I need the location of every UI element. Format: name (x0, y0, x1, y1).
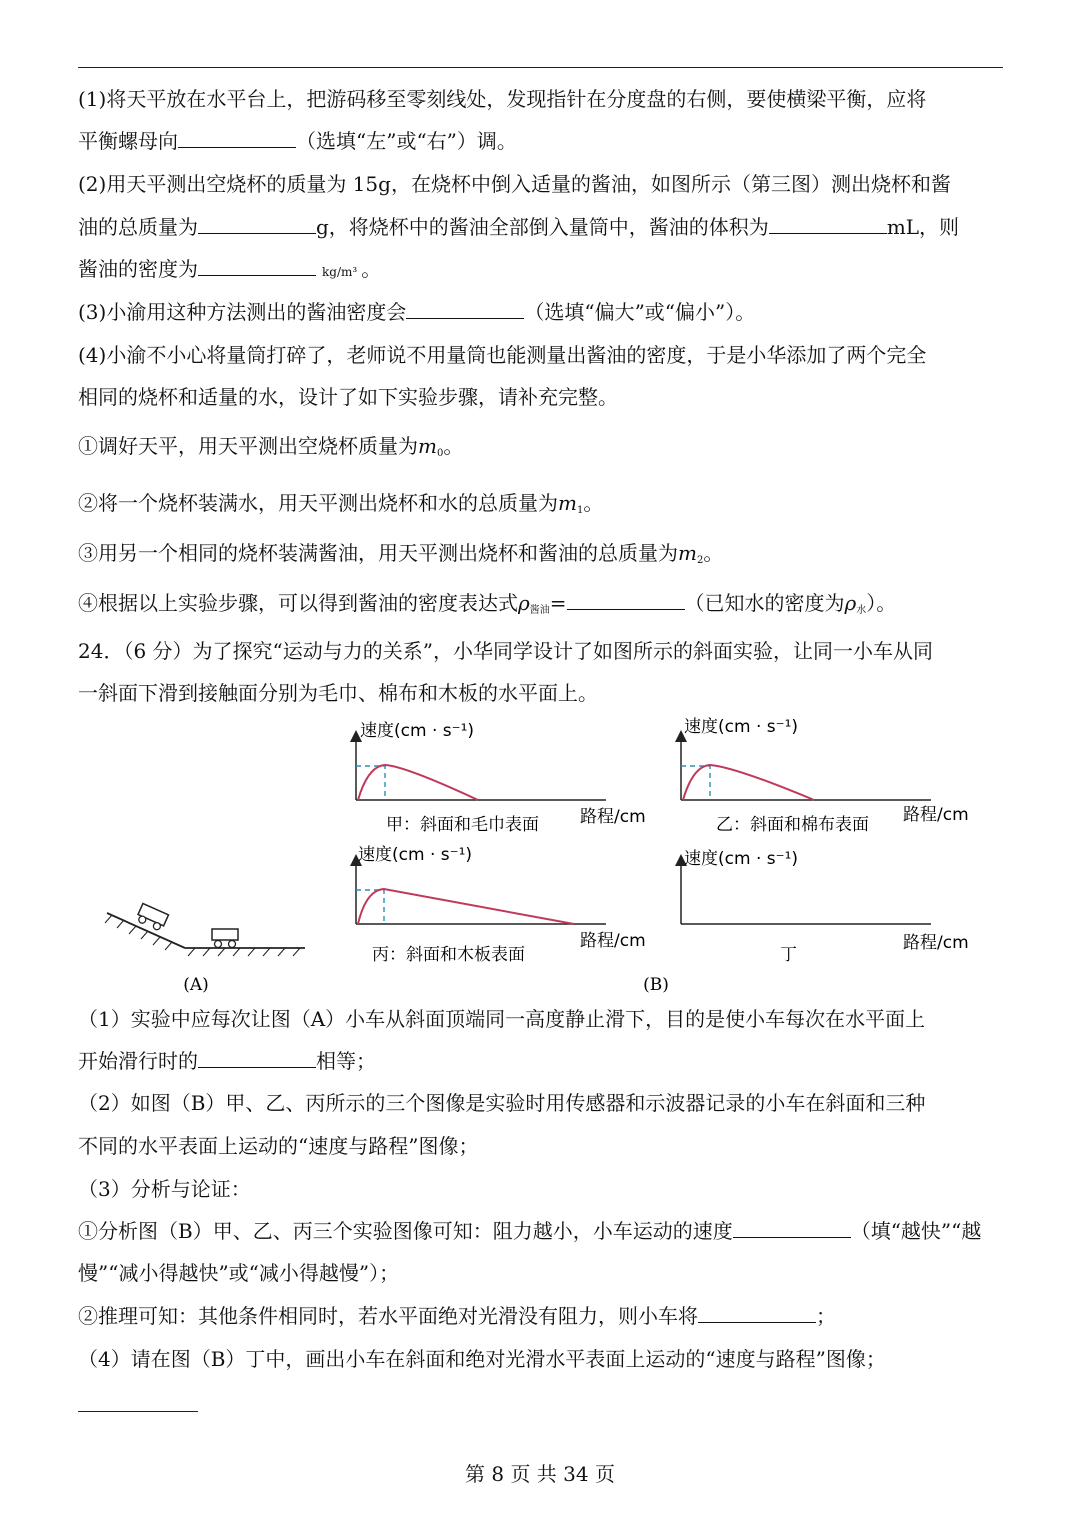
part3-a-line1: ①分析图（B）甲、乙、丙三个实验图像可知：阻力越小，小车运动的速度 （填“越快”“越 (78, 1219, 982, 1243)
y-axis-label: 速度(cm · s⁻¹) (684, 717, 799, 737)
footnote-rule (78, 1411, 198, 1412)
answer-blank[interactable] (198, 1047, 316, 1068)
top-rule (78, 67, 1003, 68)
q-part1-line1: (1)将天平放在水平台上，把游码移至零刻线处，发现指针在分度盘的右侧，要使横梁平衡，应将 (78, 87, 927, 111)
part2-line2: 不同的水平表面上运动的“速度与路程”图像； (78, 1134, 479, 1158)
part3-heading: （3）分析与论证： (78, 1177, 251, 1201)
chart-ding (681, 849, 969, 965)
q-part2-line3: 酱油的密度为 kg/m³ 。 (78, 257, 382, 281)
chart-caption: 丙：斜面和木板表面 (372, 945, 525, 965)
answer-blank[interactable] (769, 213, 887, 234)
q-part3: (3)小渝用这种方法测出的酱油密度会 （选填“偏大”或“偏小”）。 (78, 300, 756, 324)
y-axis-label: 速度(cm · s⁻¹) (684, 849, 799, 869)
figure-a-incline (105, 904, 305, 995)
question-24-line2: 一斜面下滑到接触面分别为毛巾、棉布和木板的水平面上。 (78, 681, 598, 705)
figure-a-label: (A) (183, 975, 209, 995)
x-axis-label: 路程/cm (903, 933, 969, 953)
speed-curve (358, 765, 478, 800)
step-3: ③用另一个相同的烧杯装满酱油，用天平测出烧杯和酱油的总质量为$m_2$。 (78, 541, 724, 566)
chart-bing (356, 845, 646, 965)
chart-caption: 乙：斜面和棉布表面 (716, 815, 869, 835)
part1-line1: （1）实验中应每次让图（A）小车从斜面顶端同一高度静止滑下，目的是使小车每次在水平面上 (78, 1007, 926, 1031)
answer-blank[interactable] (198, 213, 316, 234)
part4: （4）请在图（B）丁中，画出小车在斜面和绝对光滑水平表面上运动的“速度与路程”图像； (78, 1347, 886, 1371)
chart-caption: 丁 (780, 945, 797, 965)
q-part2-line2: 油的总质量为 g，将烧杯中的酱油全部倒入量筒中，酱油的体积为 mL，则 (78, 215, 960, 239)
step-2: ②将一个烧杯装满水，用天平测出烧杯和水的总质量为$m_1$。 (78, 491, 604, 516)
answer-blank[interactable] (406, 298, 524, 319)
answer-blank[interactable] (178, 127, 296, 148)
part1-line2: 开始滑行时的 相等； (78, 1049, 376, 1073)
chart-yi (681, 717, 969, 835)
answer-blank[interactable] (733, 1217, 851, 1238)
part3-b: ②推理可知：其他条件相同时，若水平面绝对光滑没有阻力，则小车将 ； (78, 1304, 836, 1328)
answer-blank[interactable] (567, 589, 685, 610)
chart-caption: 甲：斜面和毛巾表面 (386, 815, 539, 835)
cart-on-level-icon (212, 929, 238, 948)
speed-curve (683, 765, 814, 800)
answer-blank[interactable] (698, 1302, 816, 1323)
speed-curve (358, 889, 574, 924)
figure-b-charts (0, 700, 1080, 1000)
chart-jia (356, 721, 646, 835)
q-part2-line1: (2)用天平测出空烧杯的质量为 15g，在烧杯中倒入适量的酱油，如图所示（第三图）测出烧杯和酱 (78, 172, 951, 196)
page-footer: 第 8 页 共 34 页 (465, 1462, 615, 1486)
y-axis-label: 速度(cm · s⁻¹) (360, 721, 475, 741)
x-axis-label: 路程/cm (580, 931, 646, 951)
part3-a-line2: 慢”“减小得越快”或“减小得越慢”）； (78, 1261, 400, 1285)
step-4: ④根据以上实验步骤，可以得到酱油的密度表达式$\rho_{酱油}=$ （已知水的密度为$\rho_水$）。 (78, 591, 897, 616)
q-part4-line1: (4)小渝不小心将量筒打碎了，老师说不用量筒也能测量出酱油的密度，于是小华添加了两个完全 (78, 343, 927, 367)
part2-line1: （2）如图（B）甲、乙、丙所示的三个图像是实验时用传感器和示波器记录的小车在斜面和三种 (78, 1091, 926, 1115)
q-part1-line2: 平衡螺母向 （选填“左”或“右”）调。 (78, 129, 517, 153)
y-axis-label: 速度(cm · s⁻¹) (358, 845, 473, 865)
q-part4-line2: 相同的烧杯和适量的水，设计了如下实验步骤，请补充完整。 (78, 385, 618, 409)
x-axis-label: 路程/cm (903, 805, 969, 825)
figure-b-label: (B) (643, 975, 669, 995)
step-1: ①调好天平，用天平测出空烧杯质量为$m_0$。 (78, 434, 464, 459)
x-axis-label: 路程/cm (580, 807, 646, 827)
question-24-line1: 24．（6 分）为了探究“运动与力的关系”，小华同学设计了如图所示的斜面实验，让同一小车从同 (78, 639, 933, 663)
answer-blank[interactable] (198, 255, 316, 276)
